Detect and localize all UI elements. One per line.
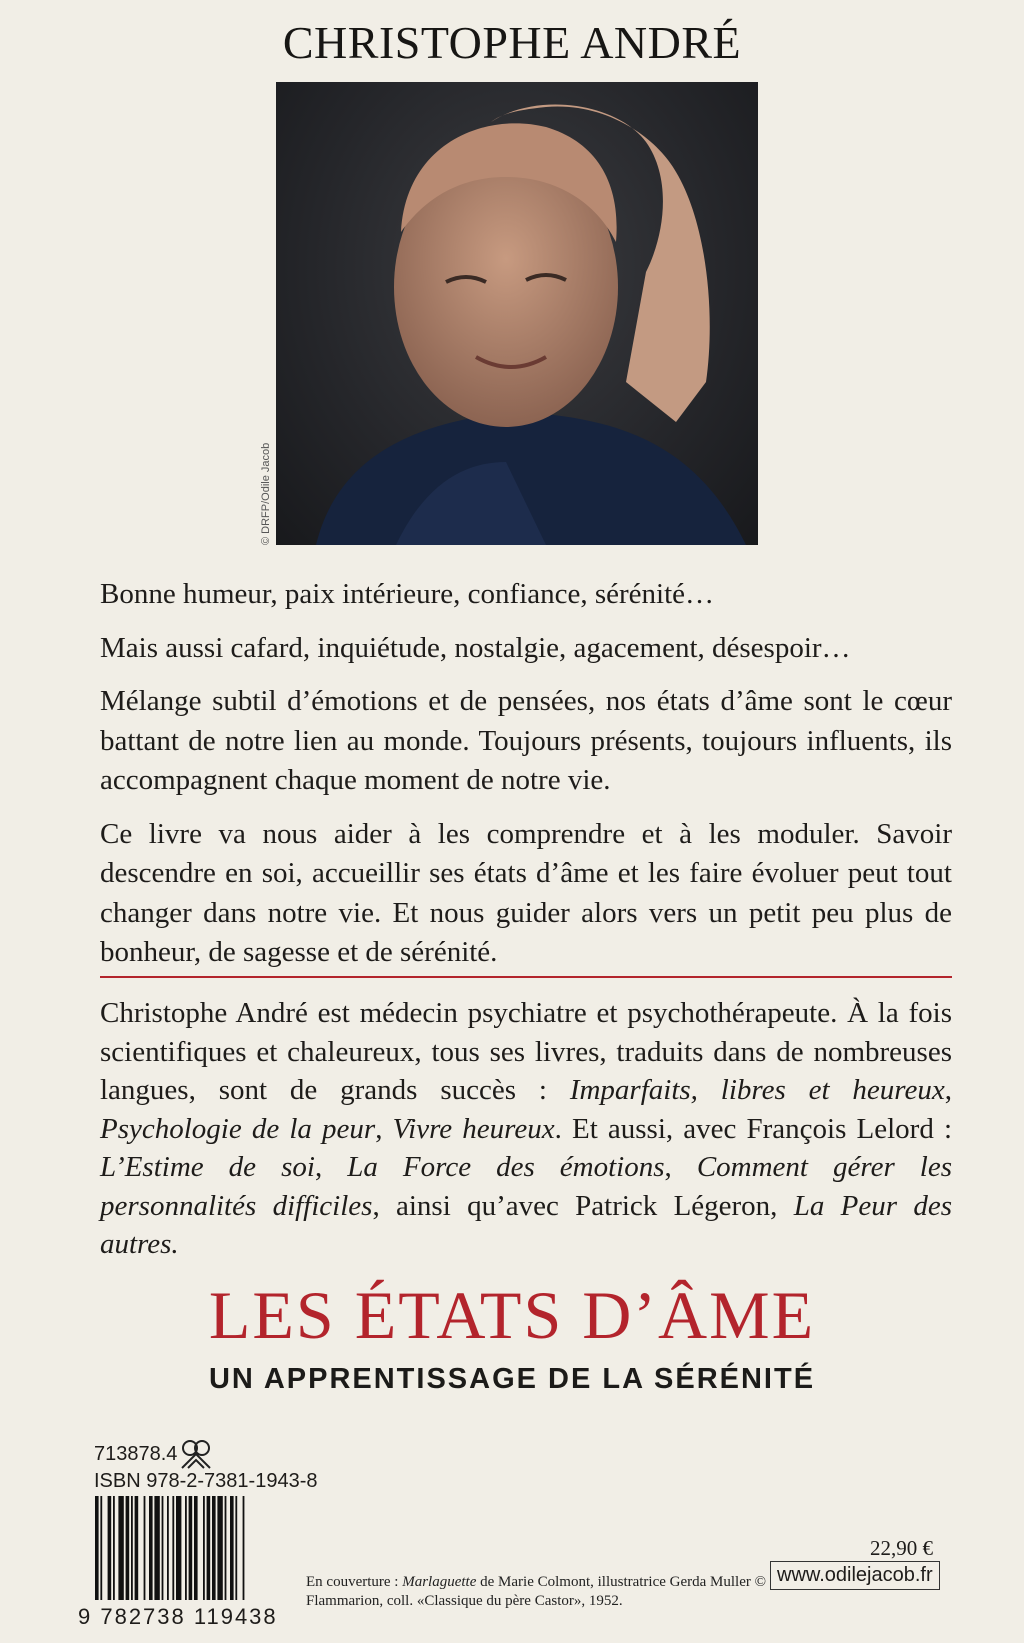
price: 22,90 € <box>870 1536 933 1560</box>
barcode-bar <box>154 1496 159 1600</box>
author-photo <box>276 82 758 545</box>
book-title: Comment gérer les personnalités difficiles <box>100 1151 953 1222</box>
portrait-illustration <box>276 82 758 545</box>
barcode-bar <box>189 1496 193 1600</box>
book-title-heading: LES ÉTATS D’ÂME <box>208 1277 816 1353</box>
cover-credit-prefix: En couverture : <box>306 1574 403 1590</box>
barcode-bar <box>95 1496 99 1600</box>
bio-text: Christophe André est médecin psychiatre et psychothérapeute. À la fois scientifiques et chaleureux, tous ses livres, traduits dans de nombreuses langues, sont de grands succès : <box>100 997 952 1106</box>
barcode-bar <box>185 1496 187 1600</box>
barcode-bar <box>149 1496 153 1600</box>
barcode-bar <box>203 1496 205 1600</box>
barcode-bar <box>194 1496 198 1600</box>
barcode-bar <box>131 1496 133 1600</box>
cover-credit-work: Marlaguette <box>402 1574 477 1590</box>
barcode-bar <box>100 1496 102 1600</box>
barcode-bar <box>144 1496 146 1600</box>
barcode-bar <box>176 1496 181 1600</box>
bio-text: , <box>944 1074 953 1106</box>
blurb-paragraph: Ce livre va nous aider à les comprendre et à les moduler. Savoir descendre en soi, accueillir ses états d’âme et les faire évoluer peut tout changer dans notre vie. Et nous guider alors vers un petit peu plus de bonheur, de sagesse et de sérénité. <box>100 817 952 968</box>
blurb-paragraph: Bonne humeur, paix intérieure, confiance, sérénité… <box>100 578 715 610</box>
barcode-bar <box>118 1496 123 1600</box>
cover-credit <box>306 1573 786 1611</box>
barcode-bar <box>172 1496 174 1600</box>
barcode-bar <box>126 1496 130 1600</box>
barcode-bar <box>212 1496 216 1600</box>
barcode-bar <box>162 1496 164 1600</box>
barcode-bar <box>243 1496 245 1600</box>
bio-text: , <box>314 1151 348 1183</box>
book-title: Vivre heureux <box>392 1112 555 1145</box>
barcode-bar <box>135 1496 139 1600</box>
barcode-bar <box>230 1496 234 1600</box>
barcode-number: 9 782738 119438 <box>78 1604 278 1629</box>
isbn: ISBN 978-2-7381-1943-8 <box>94 1470 318 1492</box>
barcode-bar <box>108 1496 112 1600</box>
book-subtitle: UN APPRENTISSAGE DE LA SÉRÉNITÉ <box>208 1363 816 1395</box>
book-title: La Force des émotions <box>347 1151 665 1183</box>
blurb-paragraph: Mais aussi cafard, inquiétude, nostalgie, agacement, désespoir… <box>100 631 851 664</box>
barcode-bar <box>207 1496 211 1600</box>
publisher-logo-icon <box>178 1436 214 1472</box>
red-divider <box>100 976 952 978</box>
bio-text: , ainsi qu’avec Patrick Légeron, <box>372 1189 794 1222</box>
barcode-bar <box>167 1496 169 1600</box>
website-link[interactable]: www.odilejacob.fr <box>770 1561 940 1590</box>
book-title: Imparfaits, libres et heureux <box>569 1074 945 1106</box>
cover-credit-rest: de Marie Colmont, illustratrice Gerda Muller © Flammarion, coll. «Classique du père Castor», 1952. <box>306 1574 767 1609</box>
blurb <box>100 575 952 987</box>
barcode-bar <box>235 1496 237 1600</box>
book-title: Psychologie de la peur <box>100 1112 376 1145</box>
bio-text: , <box>664 1151 697 1183</box>
barcode-bar <box>225 1496 227 1600</box>
photo-credit: © DRFP/Odile Jacob <box>260 442 272 545</box>
author-bio <box>100 994 952 1264</box>
product-code: 713878.4 <box>94 1443 178 1465</box>
bio-text: , <box>375 1112 393 1145</box>
barcode-bar <box>217 1496 222 1600</box>
barcode-icon <box>93 1496 293 1604</box>
book-title: L’Estime de soi <box>100 1151 315 1183</box>
barcode-bar <box>113 1496 115 1600</box>
book-title: La Peur des autres. <box>100 1189 952 1260</box>
author-name: CHRISTOPHE ANDRÉ <box>282 17 742 68</box>
blurb-paragraph: Mélange subtil d’émotions et de pensées, nos états d’âme sont le cœur battant de notre lien au monde. Toujours présents, toujours influents, ils accompagnent chaque moment de notre vie. <box>100 685 952 796</box>
bio-text: . Et aussi, avec François Lelord : <box>554 1112 952 1145</box>
